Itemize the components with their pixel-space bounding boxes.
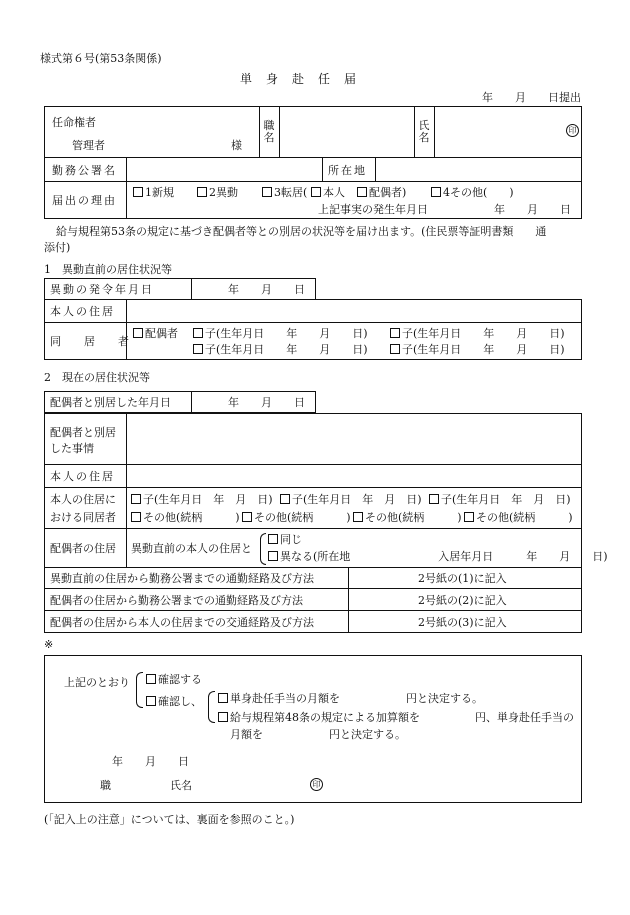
household-child-3[interactable]: 子(生年月日 年 月 日) xyxy=(193,344,368,355)
prior-residence-text: 異動直前の本人の住居と xyxy=(131,542,252,555)
reason-relocation[interactable]: 3転居( xyxy=(262,187,307,198)
checkbox-icon[interactable] xyxy=(218,712,228,722)
separation-date-value[interactable]: 年 月 日 xyxy=(228,396,305,409)
checkbox-icon[interactable] xyxy=(218,693,228,703)
name-field[interactable] xyxy=(435,107,555,157)
reason-self[interactable]: 本人 xyxy=(311,187,345,198)
seal-icon: 印 xyxy=(566,124,579,137)
route-label-1: 異動直前の住居から勤務公署までの通勤経路及び方法 xyxy=(50,572,314,585)
submission-date: 年 月 日提出 xyxy=(482,91,581,104)
checkbox-icon[interactable] xyxy=(242,512,252,522)
move-date-label: 異動の発令年月日 xyxy=(50,283,154,296)
current-residence-label: 本人の住居 xyxy=(50,470,115,483)
current-child-2[interactable]: 子(生年月日 年 月 日) xyxy=(280,494,422,505)
residence-label: 本人の住居 xyxy=(50,305,115,318)
checkbox-icon[interactable] xyxy=(131,512,141,522)
office-field[interactable] xyxy=(127,159,321,181)
household-spouse[interactable]: 配偶者 xyxy=(133,328,178,339)
checkbox-icon[interactable] xyxy=(429,494,439,504)
checkbox-icon[interactable] xyxy=(268,534,278,544)
page-title: 単 身 赴 任 届 xyxy=(240,72,358,86)
office-job-label: 職 xyxy=(100,779,111,792)
checkbox-icon[interactable] xyxy=(390,344,400,354)
checkbox-icon[interactable] xyxy=(280,494,290,504)
allowance-option-1[interactable]: 単身赴任手当の月額を 円と決定する。 xyxy=(218,693,483,704)
move-date-value[interactable]: 年 月 日 xyxy=(228,283,305,296)
allowance-option-2[interactable]: 給与規程第48条の規定による加算額を 円、単身赴任手当の xyxy=(218,712,574,723)
reason-transfer[interactable]: 2異動 xyxy=(197,187,238,198)
checkbox-icon[interactable] xyxy=(146,696,156,706)
office-date[interactable]: 年 月 日 xyxy=(112,755,189,768)
checkbox-icon[interactable] xyxy=(268,551,278,561)
current-other-4[interactable]: その他(続柄 ) xyxy=(464,512,573,523)
household-child-4[interactable]: 子(生年月日 年 月 日) xyxy=(390,344,565,355)
event-date: 上記事実の発生年月日 年 月 日 xyxy=(318,203,571,216)
intro-line-1: 給与規程第53条の規定に基づき配偶者等との別居の状況等を届け出ます。(住民票等証明書類 通 xyxy=(56,225,547,238)
current-other-3[interactable]: その他(続柄 ) xyxy=(353,512,462,523)
brace-icon xyxy=(208,691,215,723)
sama-label: 様 xyxy=(231,139,242,152)
job-field[interactable] xyxy=(280,107,413,157)
route-value-1: 2号紙の(1)に記入 xyxy=(418,572,507,585)
brace-icon xyxy=(136,672,143,708)
job-label: 職名 xyxy=(263,119,275,144)
intro-line-2: 添付) xyxy=(44,241,71,254)
current-child-1[interactable]: 子(生年月日 年 月 日) xyxy=(131,494,273,505)
checkbox-icon[interactable] xyxy=(193,344,203,354)
route-value-2: 2号紙の(2)に記入 xyxy=(418,594,507,607)
reason-label: 届出の理由 xyxy=(52,194,117,207)
current-household-label-1: 本人の住居に xyxy=(50,493,116,506)
seal-icon: 印 xyxy=(310,778,323,791)
spouse-same[interactable]: 同じ xyxy=(268,534,302,545)
office-label: 勤務公署名 xyxy=(52,164,117,177)
manager-label: 管理者 xyxy=(72,139,105,152)
name-label: 氏名 xyxy=(418,119,430,144)
household-child-1[interactable]: 子(生年月日 年 月 日) xyxy=(193,328,368,339)
reason-spouse[interactable]: 配偶者) xyxy=(357,187,406,198)
checkbox-icon[interactable] xyxy=(464,512,474,522)
footer-note: (「記入上の注意」については、裏面を参照のこと。) xyxy=(44,813,295,826)
reason-new[interactable]: 1新規 xyxy=(133,187,174,198)
checkbox-icon[interactable] xyxy=(133,187,143,197)
checkbox-icon[interactable] xyxy=(311,187,321,197)
brace-icon xyxy=(260,533,266,565)
reason-other[interactable]: 4その他( ) xyxy=(431,187,514,198)
checkbox-icon[interactable] xyxy=(146,674,156,684)
location-field[interactable] xyxy=(376,159,581,181)
residence-field[interactable] xyxy=(127,300,581,322)
household-label: 同 居 者 xyxy=(50,335,135,348)
section-2-heading: 2 現在の居住状況等 xyxy=(44,371,150,384)
route-value-3: 2号紙の(3)に記入 xyxy=(418,616,507,629)
separation-reason-label-2: した事情 xyxy=(50,442,94,455)
appointer-label: 任命権者 xyxy=(52,116,96,129)
separation-reason-field[interactable] xyxy=(127,414,581,464)
confirm-option[interactable]: 確認する xyxy=(146,674,202,685)
route-label-2: 配偶者の住居から勤務公署までの通勤経路及び方法 xyxy=(50,594,303,607)
current-household-label-2: おける同居者 xyxy=(50,511,116,524)
checkbox-icon[interactable] xyxy=(133,328,143,338)
current-residence-field[interactable] xyxy=(127,465,581,487)
checkbox-icon[interactable] xyxy=(390,328,400,338)
checkbox-icon[interactable] xyxy=(357,187,367,197)
checkbox-icon[interactable] xyxy=(193,328,203,338)
confirm-and-option[interactable]: 確認し、 xyxy=(146,696,202,707)
checkbox-icon[interactable] xyxy=(131,494,141,504)
office-name-label: 氏名 xyxy=(170,779,192,792)
office-use-mark: ※ xyxy=(44,638,54,651)
checkbox-icon[interactable] xyxy=(197,187,207,197)
current-other-1[interactable]: その他(続柄 ) xyxy=(131,512,240,523)
separation-reason-label-1: 配偶者と別居 xyxy=(50,426,116,439)
current-child-3[interactable]: 子(生年月日 年 月 日) xyxy=(429,494,571,505)
location-label: 所在地 xyxy=(328,164,367,177)
checkbox-icon[interactable] xyxy=(353,512,363,522)
section-1-heading: 1 異動直前の居住状況等 xyxy=(44,263,172,276)
spouse-different[interactable]: 異なる(所在地 入居年月日 年 月 日) xyxy=(268,551,608,562)
checkbox-icon[interactable] xyxy=(431,187,441,197)
spouse-residence-label: 配偶者の住居 xyxy=(50,542,116,555)
form-number: 様式第６号(第53条関係) xyxy=(40,52,162,65)
allowance-option-2b: 月額を 円と決定する。 xyxy=(230,728,406,741)
route-label-3: 配偶者の住居から本人の住居までの交通経路及び方法 xyxy=(50,616,314,629)
as-above-text: 上記のとおり xyxy=(64,676,130,689)
current-other-2[interactable]: その他(続柄 ) xyxy=(242,512,351,523)
checkbox-icon[interactable] xyxy=(262,187,272,197)
household-child-2[interactable]: 子(生年月日 年 月 日) xyxy=(390,328,565,339)
separation-date-label: 配偶者と別居した年月日 xyxy=(50,396,171,409)
